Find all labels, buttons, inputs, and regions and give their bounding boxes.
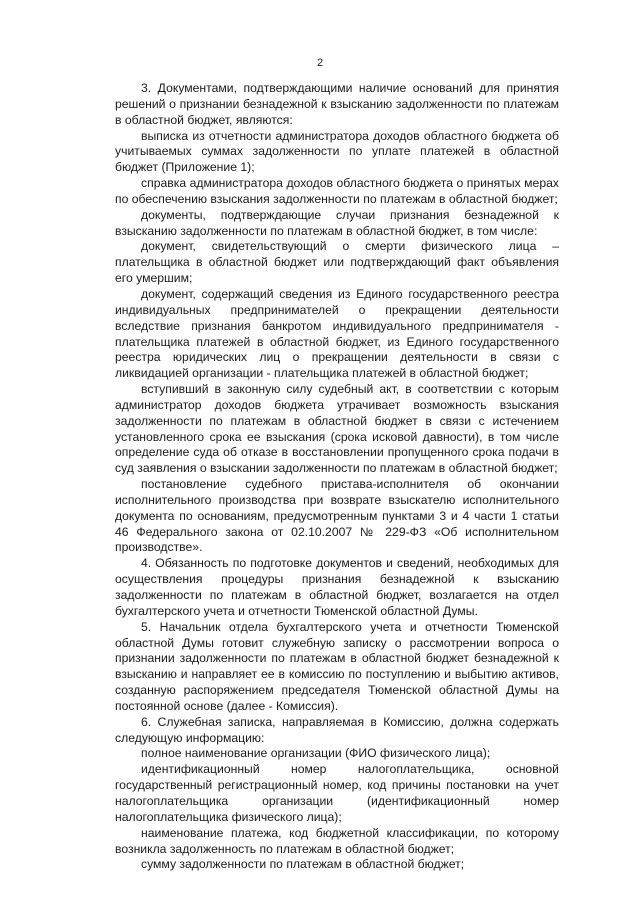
paragraph: 5. Начальник отдела бухгалтерского учета и отчетности Тюменской областной Думы готовит служебную записку о рассмотрении вопроса о признании задолженности по платежам в областной бюджет безнадежной к взысканию и направляет ее в комиссию по поступлению и выбытию активов, созданную распоряжением председателя Тюменской областной Думы на постоянной основе (далее - Комиссия). <box>115 619 559 713</box>
paragraph: документ, содержащий сведения из Единого государственного реестра индивидуальных предпринимателей о прекращении деятельности вследствие признания банкротом индивидуального предпринимателя - плательщика платежей в областной бюджет, из Единого государственного реестра юридических лиц о прекращении деятельности в связи с ликвидацией организации - плательщика платежей в областной бюджет; <box>115 286 559 381</box>
paragraph: сумму задолженности по платежам в областной бюджет; <box>141 857 465 872</box>
paragraph: выписка из отчетности администратора доходов областного бюджета об учитываемых суммах задолженности по уплате платежей в областной бюджет (Приложение 1); <box>115 128 559 175</box>
paragraph: документы, подтверждающие случаи признания безнадежной к взысканию задолженности по платежам в областной бюджет, в том числе: <box>115 207 559 238</box>
paragraph: полное наименование организации (ФИО физического лица); <box>141 746 491 761</box>
document-body <box>115 81 559 873</box>
paragraph: идентификационный номер налогоплательщика, основной государственный регистрационный номер, код причины постановки на учет налогоплательщика организации (идентификационный номер налогоплательщика физического лица); <box>115 762 559 824</box>
paragraph: документ, свидетельствующий о смерти физического лица – плательщика в областной бюджет или подтверждающий факт объявления его умершим; <box>115 239 559 286</box>
page-number: 2 <box>316 57 324 69</box>
paragraph: справка администратора доходов областного бюджета о принятых мерах по обеспечению взыскания задолженности по платежам в областной бюджет; <box>115 176 559 206</box>
paragraph: постановление судебного пристава-исполнителя об окончании исполнительного производства при возврате взыскателю исполнительного документа по основаниям, предусмотренным пунктами 3 и 4 части 1 статьи 46 Федерального закона от 02.10.2007 № 229-ФЗ «Об исполнительном производстве». <box>115 477 559 555</box>
paragraph: 4. Обязанность по подготовке документов и сведений, необходимых для осуществления процедуры признания безнадежной к взысканию задолженности по платежам в областной бюджет, возлагается на отдел бухгалтерского учета и отчетности Тюменской областной Думы. <box>115 556 559 618</box>
paragraph: вступивший в законную силу судебный акт, в соответствии с которым администратор доходов бюджета утрачивает возможность взыскания задолженности по платежам в областной бюджет в связи с истечением установленного срока ее взыскания (срока исковой давности), в том числе определение суда об отказе в восстановлении пропущенного срока подачи в суд заявления о взыскании задолженности по платежам в областной бюджет; <box>115 382 559 476</box>
paragraph: 6. Служебная записка, направляемая в Комиссию, должна содержать следующую информацию: <box>115 714 559 745</box>
paragraph: 3. Документами, подтверждающими наличие оснований для принятия решений о признании безнадежной к взысканию задолженности по платежам в областной бюджет, являются: <box>115 81 559 127</box>
paragraph: наименование платежа, код бюджетной классификации, по которому возникла задолженность по платежам в областной бюджет; <box>115 825 559 856</box>
